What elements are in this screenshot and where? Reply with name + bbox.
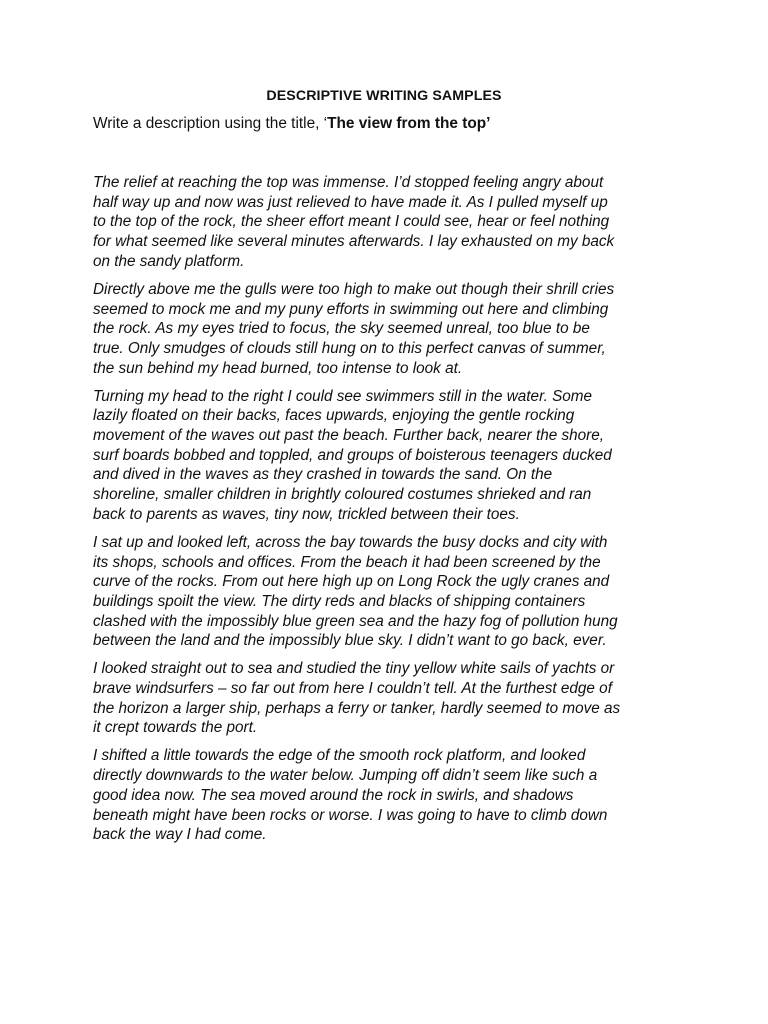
writing-prompt — [93, 114, 490, 134]
text-line: Turning my head to the right I could see swimmers still in the water. Some — [93, 387, 593, 405]
text-line: directly downwards to the water below. Jumping off didn’t seem like such a — [93, 767, 598, 785]
text-line: shoreline, smaller children in brightly coloured costumes shrieked and ran — [93, 486, 592, 504]
text-line: buildings spoilt the view. The dirty reds and blacks of shipping containers — [93, 592, 586, 610]
text-line: on the sandy platform. — [93, 252, 245, 270]
text-line: true. Only smudges of clouds still hung on to this perfect canvas of summer, — [93, 339, 606, 357]
document-title: DESCRIPTIVE WRITING SAMPLES — [266, 88, 502, 104]
text-line: beneath might have been rocks or worse. I was going to have to climb down — [93, 806, 608, 824]
paragraph-2 — [93, 280, 683, 379]
text-line: back to parents as waves, tiny now, trickled between their toes. — [93, 505, 520, 523]
text-line: the horizon a larger ship, perhaps a ferry or tanker, hardly seemed to move as — [93, 699, 621, 717]
paragraph-4 — [93, 533, 683, 651]
text-line: I shifted a little towards the edge of the smooth rock platform, and looked — [93, 747, 586, 765]
prompt-essay-title: The view from the top’ — [327, 115, 491, 132]
text-line: brave windsurfers – so far out from here I couldn’t tell. At the furthest edge of — [93, 680, 612, 698]
paragraph-1 — [93, 173, 683, 272]
text-line: movement of the waves out past the beach. Further back, nearer the shore, — [93, 427, 605, 445]
paragraph-3 — [93, 387, 683, 525]
text-line: surf boards bobbed and toppled, and groups of boisterous teenagers ducked — [93, 446, 612, 464]
paragraph-5 — [93, 659, 683, 738]
paragraph-6 — [93, 746, 683, 845]
text-line: I looked straight out to sea and studied the tiny yellow white sails of yachts or — [93, 660, 615, 678]
text-line: between the land and the impossibly blue sky. I didn’t want to go back, ever. — [93, 632, 607, 650]
text-line: its shops, schools and offices. From the beach it had been screened by the — [93, 553, 601, 571]
text-line: the rock. As my eyes tried to focus, the sky seemed unreal, too blue to be — [93, 320, 590, 338]
text-line: the sun behind my head burned, too intense to look at. — [93, 359, 463, 377]
essay-body — [93, 173, 683, 853]
text-line: back the way I had come. — [93, 826, 267, 844]
text-line: curve of the rocks. From out here high up on Long Rock the ugly cranes and — [93, 573, 610, 591]
text-line: Directly above me the gulls were too high to make out though their shrill cries — [93, 280, 615, 298]
text-line: lazily floated on their backs, faces upwards, enjoying the gentle rocking — [93, 407, 575, 425]
text-line: it crept towards the port. — [93, 719, 258, 737]
text-line: I sat up and looked left, across the bay towards the busy docks and city with — [93, 533, 608, 551]
text-line: clashed with the impossibly blue green sea and the hazy fog of pollution hung — [93, 612, 618, 630]
text-line: to the top of the rock, the sheer effort meant I could see, hear or feel nothing — [93, 213, 610, 231]
text-line: and dived in the waves as they crashed in towards the sand. On the — [93, 466, 553, 484]
prompt-text: Write a description using the title, ‘ — [93, 115, 328, 132]
text-line: The relief at reaching the top was immense. I’d stopped feeling angry about — [93, 174, 604, 191]
text-line: for what seemed like several minutes afterwards. I lay exhausted on my back — [93, 233, 615, 251]
text-line: seemed to mock me and my puny efforts in swimming out here and climbing — [93, 300, 609, 318]
text-line: good idea now. The sea moved around the rock in swirls, and shadows — [93, 786, 574, 804]
text-line: half way up and now was just relieved to have made it. As I pulled myself up — [93, 193, 608, 211]
